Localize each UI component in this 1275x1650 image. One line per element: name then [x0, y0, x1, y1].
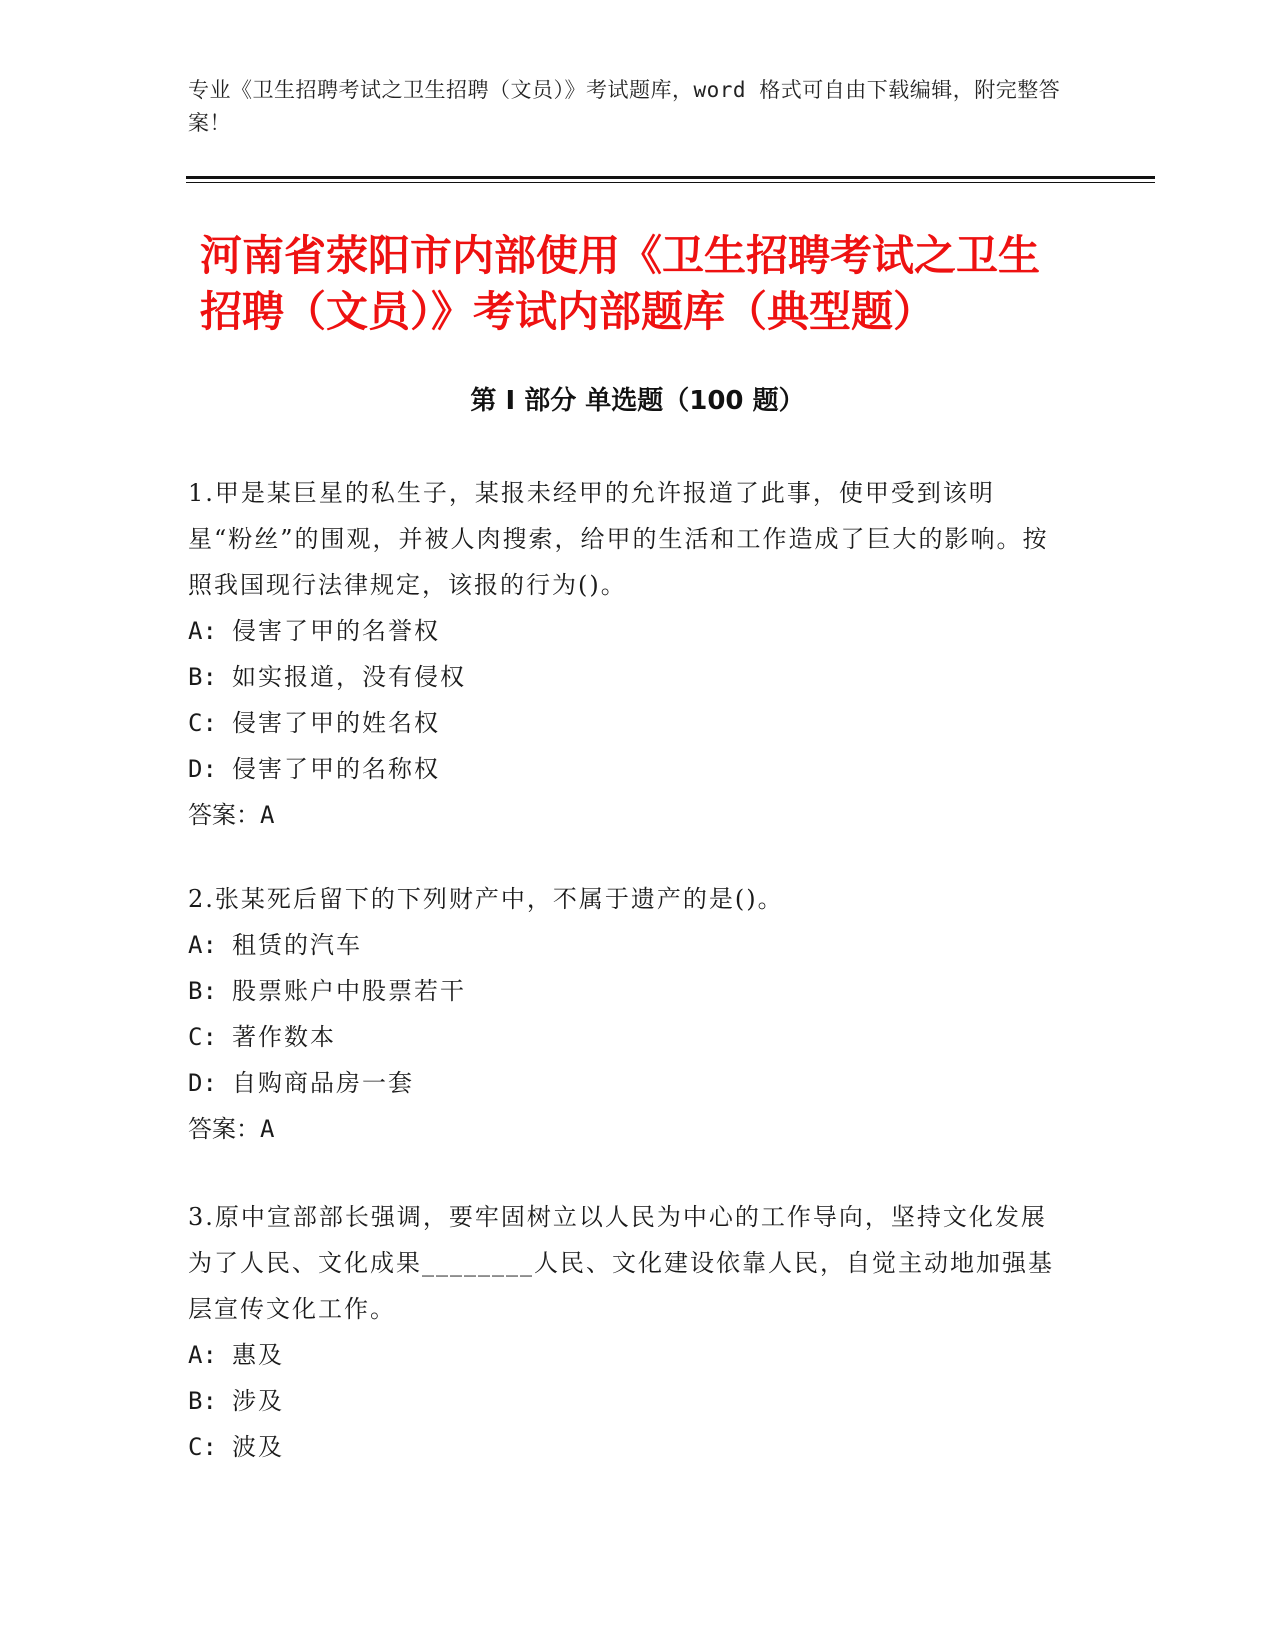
option-text: 侵害了甲的名称权	[232, 755, 440, 783]
question-stem: 3.原中宣部部长强调，要牢固树立以人民为中心的工作导向，坚持文化发展为了人民、文化成果________人民、文化建设依靠人民，自觉主动地加强基层宣传文化工作。	[188, 1203, 1054, 1323]
answer-label: 答案：	[188, 1115, 260, 1143]
option-key: B:	[188, 977, 217, 1005]
option-a	[188, 608, 1058, 654]
option-key: A:	[188, 931, 217, 959]
option-c	[188, 700, 1058, 746]
answer-line	[188, 792, 1058, 838]
document-title: 河南省荥阳市内部使用《卫生招聘考试之卫生招聘（文员）》考试内部题库（典型题）	[200, 231, 1041, 336]
question-stem: 1.甲是某巨星的私生子，某报未经甲的允许报道了此事，使甲受到该明星“粉丝”的围观，并被人肉搜索，给甲的生活和工作造成了巨大的影响。按照我国现行法律规定，该报的行为()。	[188, 479, 1049, 599]
option-b	[188, 968, 1058, 1014]
option-text: 波及	[232, 1433, 284, 1461]
option-text: 租赁的汽车	[232, 931, 362, 959]
option-text: 著作数本	[232, 1023, 336, 1051]
option-a	[188, 922, 1058, 968]
answer-line	[188, 1106, 1058, 1152]
option-text: 惠及	[232, 1341, 284, 1369]
option-key: B:	[188, 1387, 217, 1415]
option-key: D:	[188, 755, 217, 783]
option-text: 涉及	[232, 1387, 284, 1415]
option-key: A:	[188, 1341, 217, 1369]
question-stem: 2.张某死后留下的下列财产中，不属于遗产的是()。	[188, 885, 784, 913]
section-title: 第 I 部分 单选题（100 题）	[470, 386, 805, 416]
option-c	[188, 1424, 1058, 1470]
header-note: 专业《卫生招聘考试之卫生招聘（文员）》考试题库，word 格式可自由下载编辑，附完整答案！	[188, 78, 1061, 135]
question-2	[188, 876, 1058, 1152]
option-text: 侵害了甲的姓名权	[232, 709, 440, 737]
option-key: C:	[188, 709, 217, 737]
option-key: C:	[188, 1433, 217, 1461]
option-d	[188, 1060, 1058, 1106]
header-divider-thick	[186, 176, 1155, 179]
option-c	[188, 1014, 1058, 1060]
option-key: B:	[188, 663, 217, 691]
option-b	[188, 1378, 1058, 1424]
option-text: 股票账户中股票若干	[232, 977, 466, 1005]
option-key: D:	[188, 1069, 217, 1097]
question-3	[188, 1194, 1058, 1470]
option-text: 自购商品房一套	[232, 1069, 414, 1097]
question-1	[188, 470, 1058, 838]
header-divider-thin	[186, 182, 1155, 183]
option-d	[188, 746, 1058, 792]
option-text: 如实报道，没有侵权	[232, 663, 466, 691]
answer-value: A	[260, 801, 275, 829]
option-b	[188, 654, 1058, 700]
answer-value: A	[260, 1115, 275, 1143]
option-key: C:	[188, 1023, 217, 1051]
option-text: 侵害了甲的名誉权	[232, 617, 440, 645]
option-a	[188, 1332, 1058, 1378]
option-key: A:	[188, 617, 217, 645]
answer-label: 答案：	[188, 801, 260, 829]
